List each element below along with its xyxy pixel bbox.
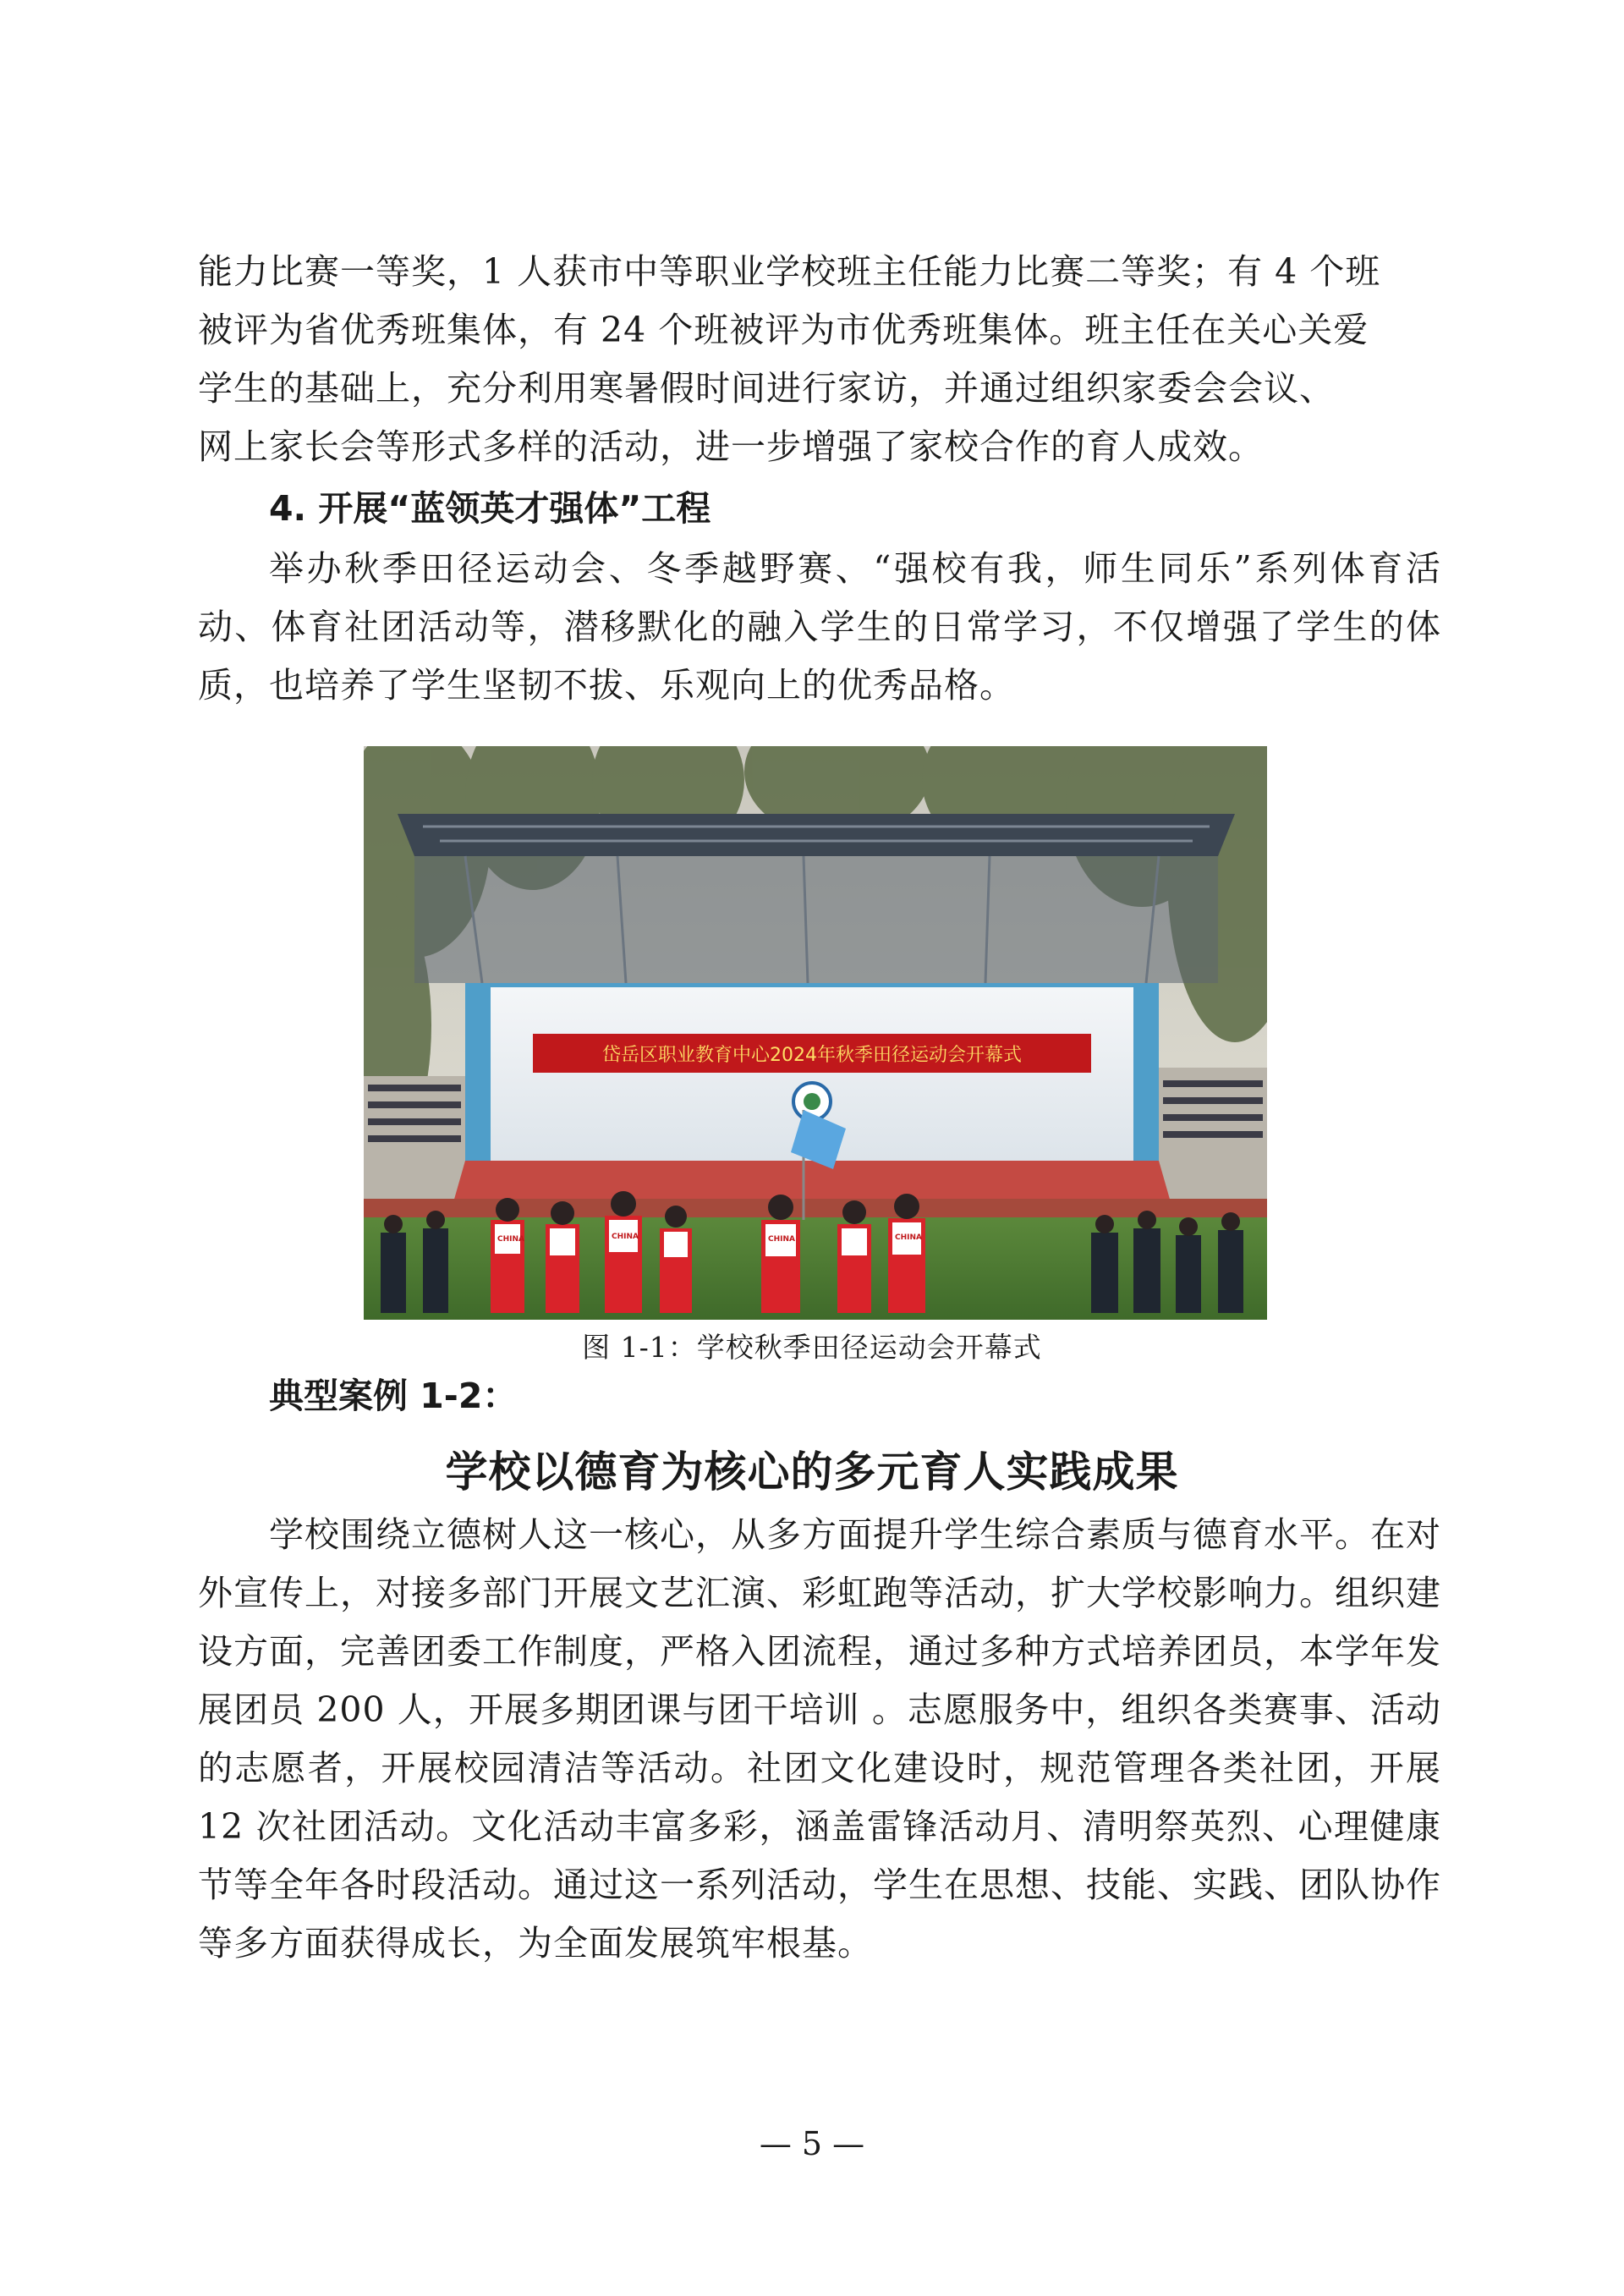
text-line: 被评为省优秀班集体，有 24 个班被评为市优秀班集体。班主任在关心关爱 [198, 310, 1369, 350]
section-heading: 4. 开展“蓝领英才强体”工程 [269, 488, 711, 529]
jacket-label: CHINA [612, 1233, 639, 1241]
figure-caption: 图 1-1：学校秋季田径运动会开幕式 [582, 1331, 1042, 1364]
section-paragraph: 举办秋季田径运动会、冬季越野赛、“强校有我，师生同乐”系列体育活动、体育社团活动等，潜移默化的融入学生的日常学习，不仅增强了学生的体质，也培养了学生坚韧不拔、乐观向上的优秀品格。 [198, 548, 1441, 706]
text-line: 学生的基础上，充分利用寒暑假时间进行家访，并通过组织家委会会议、 [198, 368, 1335, 409]
case-paragraph: 学校围绕立德树人这一核心，从多方面提升学生综合素质与德育水平。在对外宣传上，对接多部门开展文艺汇演、彩虹跑等活动，扩大学校影响力。组织建设方面，完善团委工作制度，严格入团流程，通过多种方式培养团员，本学年发展团员 200 人，开展多期团课与团干培训 。志愿服务中，组织各类赛事、活动的志愿者，开展校园清洁等活动。社团文化建设时，规范管理各类社团，开展 12 次社团活动。文化活动丰富多彩，涵盖雷锋活动月、清明祭英烈、心理健康节等全年各时段活动。通过这一系列活动，学生在思想、技能、实践、团队协作等多方面获得成长，为全面发展筑牢根基。 [198, 1514, 1441, 1964]
jacket-label: CHINA [895, 1233, 922, 1242]
sports-meet-photo [364, 746, 1267, 1320]
paragraph-continued [198, 243, 1441, 476]
banner-text: 岱岳区职业教育中心2024年秋季田径运动会开幕式 [602, 1045, 1022, 1066]
jacket-label: CHINA [768, 1235, 795, 1244]
text-line: 网上家长会等形式多样的活动，进一步增强了家校合作的育人成效。 [198, 426, 1264, 467]
page-number: — 5 — [759, 2125, 865, 2162]
case-title: 学校以德育为核心的多元育人实践成果 [445, 1447, 1179, 1497]
jacket-label: CHINA [497, 1235, 524, 1244]
case-label: 典型案例 1-2： [269, 1376, 518, 1416]
text-line: 能力比赛一等奖，1 人获市中等职业学校班主任能力比赛二等奖；有 4 个班 [198, 251, 1381, 292]
